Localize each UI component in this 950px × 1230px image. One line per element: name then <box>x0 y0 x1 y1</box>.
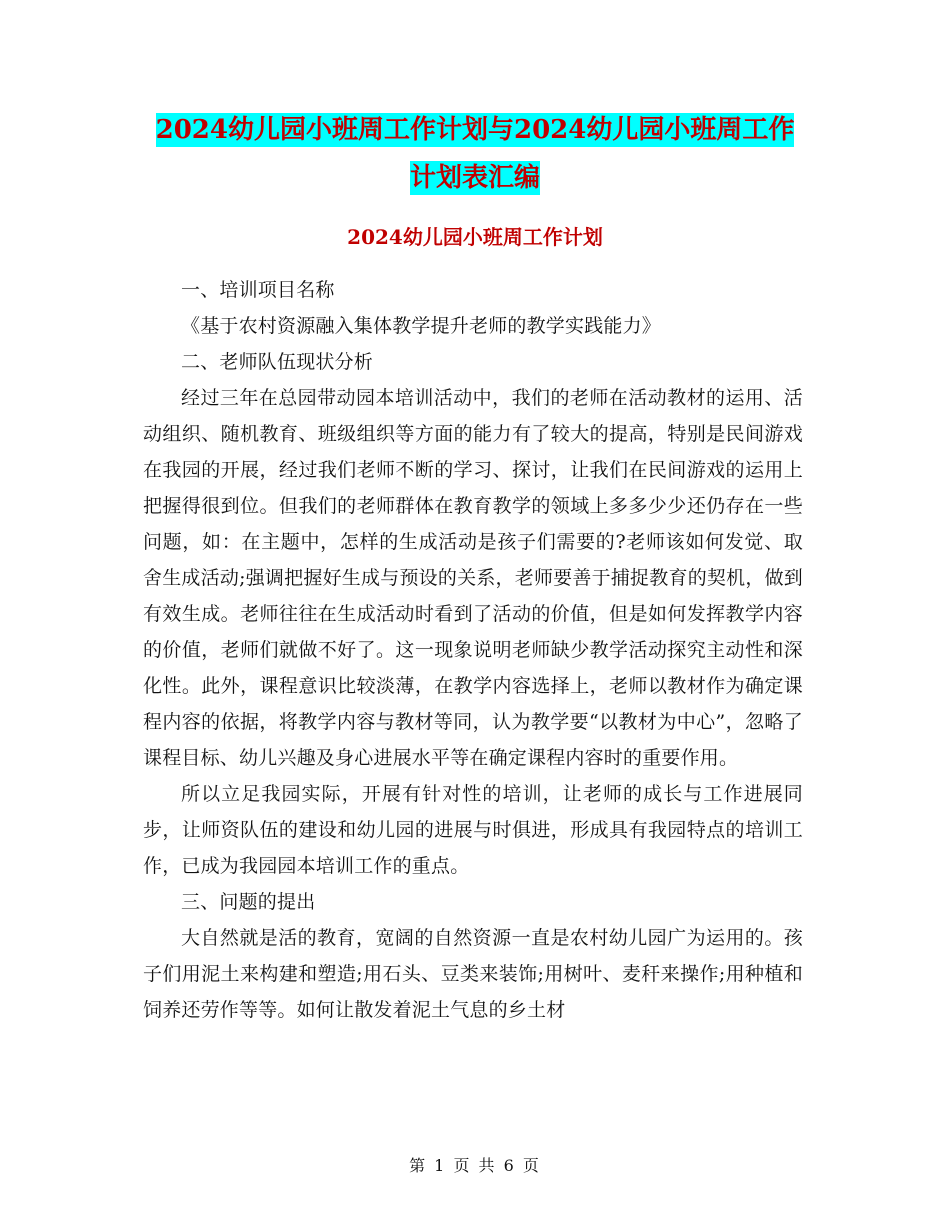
document-title <box>0 106 950 202</box>
heading-training-project: 一、培训项目名称 <box>181 279 335 301</box>
title-line-2: 计划表汇编 <box>409 163 540 193</box>
paragraph-conclusion: 所以立足我园实际，开展有针对性的培训，让老师的成长与工作进展同步，让师资队伍的建设和幼儿园的进展与时俱进，形成具有我园特点的培训工作，已成为我园园本培训工作的重点。 <box>143 783 803 877</box>
page-footer: 第 1 页 共 6 页 <box>409 1156 541 1175</box>
section-title: 2024幼儿园小班周工作计划 <box>347 225 603 249</box>
title-line-1: 2024幼儿园小班周工作计划与2024幼儿园小班周工作 <box>155 115 795 145</box>
project-name: 《基于农村资源融入集体教学提升老师的教学实践能力》 <box>181 315 662 337</box>
heading-teacher-analysis: 二、老师队伍现状分析 <box>181 351 374 373</box>
paragraph-analysis: 经过三年在总园带动园本培训活动中，我们的老师在活动教材的运用、活动组织、随机教育、班级组织等方面的能力有了较大的提高，特别是民间游戏在我园的开展，经过我们老师不断的学习、探讨，让我们在民间游戏的运用上把握得很到位。但我们的老师群体在教育教学的领域上多多少少还仍存在一些问题，如：在主题中，怎样的生成活动是孩子们需要的?老师该如何发觉、取舍生成活动;强调把握好生成与预设的关系，老师要善于捕捉教育的契机，做到有效生成。老师往往在生成活动时看到了活动的价值，但是如何发挥教学内容的价值，老师们就做不好了。这一现象说明老师缺少教学活动探究主动性和深化性。此外，课程意识比较淡薄，在教学内容选择上，老师以教材作为确定课程内容的依据，将教学内容与教材等同，认为教学要“以教材为中心”，忽略了课程目标、幼儿兴趣及身心进展水平等在确定课程内容时的重要作用。 <box>143 387 803 769</box>
document-body <box>143 272 803 1028</box>
heading-problem: 三、问题的提出 <box>181 891 316 913</box>
paragraph-problem: 大自然就是活的教育，宽阔的自然资源一直是农村幼儿园广为运用的。孩子们用泥土来构建和塑造;用石头、豆类来装饰;用树叶、麦秆来操作;用种植和饲养还劳作等等。如何让散发着泥土气息的乡土材 <box>143 927 803 1021</box>
